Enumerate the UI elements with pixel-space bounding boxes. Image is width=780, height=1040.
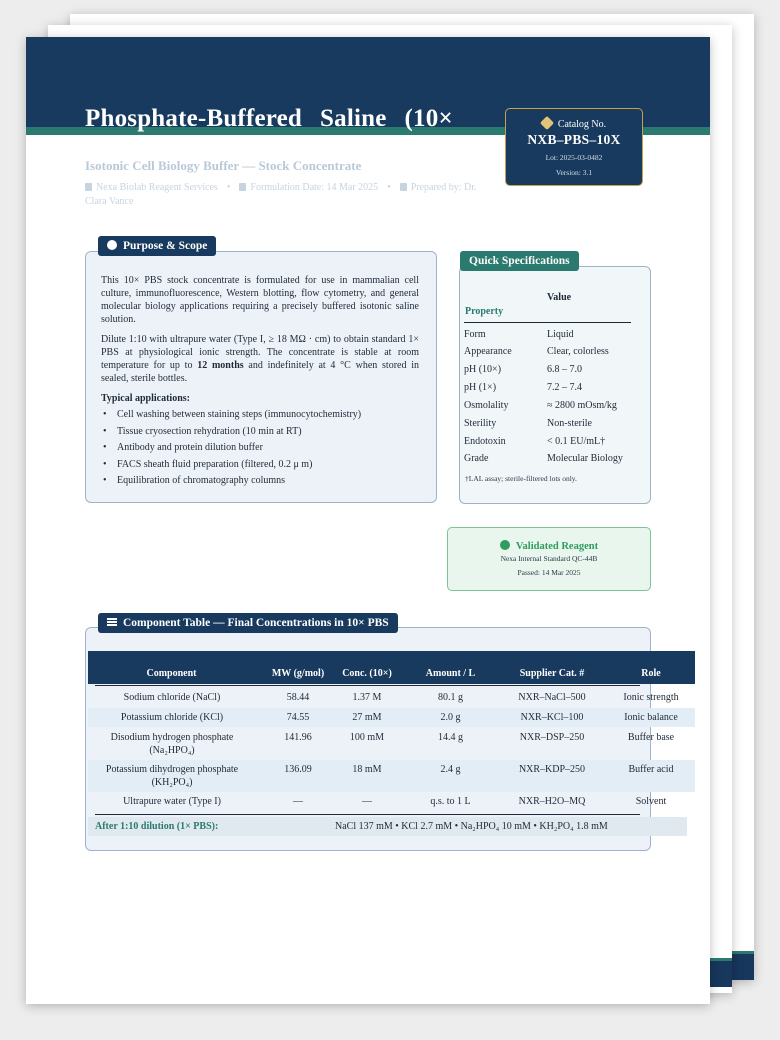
purpose-heading: [98, 236, 216, 256]
validated-date: Passed: 14 Mar 2025: [517, 568, 581, 577]
cell-text: Potassium dihydrogen phosphate: [105, 764, 239, 775]
column-header: Amount / L: [425, 668, 476, 679]
cell-component: Potassium chloride (KCl): [120, 712, 224, 723]
spec-key: Grade: [464, 453, 489, 464]
applications-list: [103, 407, 361, 490]
spec-value: Non-sterile: [547, 418, 592, 429]
cell-conc: —: [362, 796, 372, 807]
cell-amount: 2.0 g: [440, 712, 461, 723]
org-name: Nexa Biolab Reagent Services: [96, 182, 218, 193]
divider: [95, 685, 640, 686]
heading-text: Quick Specifications: [469, 255, 570, 267]
column-header: Component: [146, 668, 197, 679]
spec-key: pH (10×): [464, 364, 502, 375]
cell-amount: 80.1 g: [438, 692, 463, 703]
cell-catalog: NXR–NaCl–500: [518, 692, 586, 703]
spec-row: [464, 326, 644, 344]
check-circle-icon: [500, 540, 510, 550]
spec-key: Osmolality: [464, 400, 509, 411]
cell-mw: 74.55: [286, 712, 310, 723]
cell-conc: 27 mM: [352, 712, 382, 723]
list-item: • Antibody and protein dilution buffer: [103, 440, 361, 457]
spec-value: 7.2 – 7.4: [547, 382, 582, 393]
purpose-paragraph: [101, 333, 419, 385]
catalog-number: NXB–PBS–10X: [527, 132, 621, 147]
text-run: Dilute 1:10 with ultrapure water (Type I, ≥ 18 MΩ · cm) to obtain standard 1× PBS at physiological ionic strength. The concentrate is stable at room temperature for up to: [101, 334, 419, 371]
cell-component: [88, 731, 256, 757]
calendar-icon: [239, 183, 246, 191]
title-part: (10×: [404, 105, 453, 132]
spec-row: [464, 433, 644, 451]
footer-value: NaCl 137 mM • KCl 2.7 mM • Na₂HPO₄ 10 mM • KH₂PO₄ 1.8 mM: [335, 821, 608, 832]
cell-amount: 14.4 g: [438, 732, 463, 743]
cell-text: (Na₂HPO₄): [149, 745, 195, 756]
spec-row: [464, 343, 644, 361]
text-run: and indefinitely at 4 °C when stored in sealed, sterile bottles.: [101, 360, 419, 384]
back-page-band: [710, 958, 732, 987]
cell-role: Solvent: [635, 796, 667, 807]
spec-value: Molecular Biology: [547, 453, 623, 464]
spec-key: Endotoxin: [464, 436, 506, 447]
spec-key: pH (1×): [464, 382, 497, 393]
title-part: Saline: [320, 105, 387, 132]
cell-text: (KH₂PO₄): [151, 777, 193, 788]
cell-catalog: NXR–DSP–250: [519, 732, 585, 743]
spec-value: Clear, colorless: [547, 346, 609, 357]
catalog-badge: [505, 108, 643, 186]
specs-col-value: Value: [547, 292, 572, 303]
column-header: Supplier Cat. #: [519, 668, 585, 679]
purpose-paragraph: This 10× PBS stock concentrate is formulated for use in mammalian cell culture, immunofluorescence, Western blotting, flow cytometry, and general molecular biology applications requiring a precisely buffered isotonic saline solution.: [101, 275, 419, 325]
component-heading: [98, 613, 398, 633]
heading-text: Component Table — Final Concentrations in 10× PBS: [123, 617, 389, 629]
divider: [464, 322, 631, 323]
document-title: [85, 101, 505, 137]
table-row: [88, 760, 695, 792]
validated-title: Validated Reagent: [515, 541, 599, 552]
validated-badge: [447, 527, 651, 591]
cell-conc: 1.37 M: [352, 692, 382, 703]
tag-icon: [540, 116, 554, 130]
table-row: [88, 689, 695, 707]
info-icon: [107, 240, 117, 250]
cell-catalog: NXR–KCl–100: [520, 712, 584, 723]
cell-catalog: NXR–H2O–MQ: [518, 796, 586, 807]
cell-conc: 100 mM: [349, 732, 385, 743]
cell-catalog: NXR–KDP–250: [518, 764, 586, 775]
user-icon: [400, 183, 407, 191]
document-meta: Nexa Biolab Reagent Services • Formulation Date: 14 Mar 2025 • Prepared by: Dr. Clara Vance: [85, 182, 477, 207]
typical-applications-label: Typical applications:: [101, 393, 190, 404]
document-subtitle: Isotonic Cell Biology Buffer — Stock Concentrate: [85, 158, 362, 173]
cell-conc: 18 mM: [352, 764, 382, 775]
specs-col-property: Property: [465, 306, 504, 317]
spec-row: [464, 415, 644, 433]
column-header: Conc. (10×): [342, 668, 392, 679]
validated-standard: Nexa Internal Standard QC-44B: [500, 554, 598, 563]
specs-panel: [459, 266, 651, 504]
document-page: [26, 37, 710, 1004]
table-row: [88, 793, 695, 811]
heading-text: Purpose & Scope: [123, 240, 208, 252]
title-part: Phosphate-Buffered: [85, 105, 303, 132]
cell-component: Sodium chloride (NaCl): [123, 692, 221, 703]
cell-role: Ionic strength: [623, 692, 679, 703]
spec-row: [464, 379, 644, 397]
formulation-date: Formulation Date: 14 Mar 2025: [250, 182, 379, 193]
spec-row: [464, 450, 644, 468]
list-icon: [107, 618, 117, 626]
divider: [95, 814, 640, 815]
cell-mw: 136.09: [284, 764, 312, 775]
text-run-bold: 12 months: [197, 360, 244, 371]
spec-value: ≈ 2800 mOsm/kg: [547, 400, 617, 411]
list-item: • Tissue cryosection rehydration (10 min at RT): [103, 424, 361, 441]
list-item: • FACS sheath fluid preparation (filtered, 0.2 μ m): [103, 457, 361, 474]
cell-text: Disodium hydrogen phosphate: [110, 732, 234, 743]
cell-role: Buffer acid: [628, 764, 674, 775]
purpose-panel: [85, 251, 437, 503]
spec-value: < 0.1 EU/mL†: [547, 436, 606, 447]
spec-row: [464, 397, 644, 415]
catalog-label: Catalog No.: [557, 119, 607, 130]
cell-mw: 58.44: [286, 692, 310, 703]
spec-value: 6.8 – 7.0: [547, 364, 582, 375]
flask-icon: [85, 183, 92, 191]
cell-mw: 141.96: [284, 732, 312, 743]
cell-component: [88, 763, 256, 789]
spec-row: [464, 361, 644, 379]
table-row: [88, 708, 695, 727]
specs-footnote: †LAL assay; sterile-filtered lots only.: [465, 474, 577, 483]
footer-label: After 1:10 dilution (1× PBS):: [95, 821, 219, 832]
cell-component: Ultrapure water (Type I): [123, 796, 221, 807]
list-item: • Equilibration of chromatography columns: [103, 473, 361, 490]
version: Version: 3.1: [555, 168, 593, 177]
cell-amount: 2.4 g: [440, 764, 461, 775]
table-footer: [88, 817, 687, 836]
column-header: MW (g/mol): [271, 668, 325, 679]
spec-key: Form: [464, 329, 486, 340]
cell-amount: q.s. to 1 L: [430, 796, 471, 807]
table-row: [88, 729, 695, 760]
specs-heading: [460, 251, 579, 271]
spec-key: Sterility: [464, 418, 497, 429]
prepared-by: Prepared by: Dr. Clara Vance: [85, 182, 477, 207]
spec-value: Liquid: [547, 329, 574, 340]
lot-number: Lot: 2025-03-0482: [545, 153, 603, 162]
column-header: Role: [641, 668, 661, 679]
cell-role: Buffer base: [627, 732, 675, 743]
spec-key: Appearance: [464, 346, 512, 357]
cell-role: Ionic balance: [624, 712, 678, 723]
cell-mw: —: [293, 796, 303, 807]
list-item: • Cell washing between staining steps (immunocytochemistry): [103, 407, 361, 424]
